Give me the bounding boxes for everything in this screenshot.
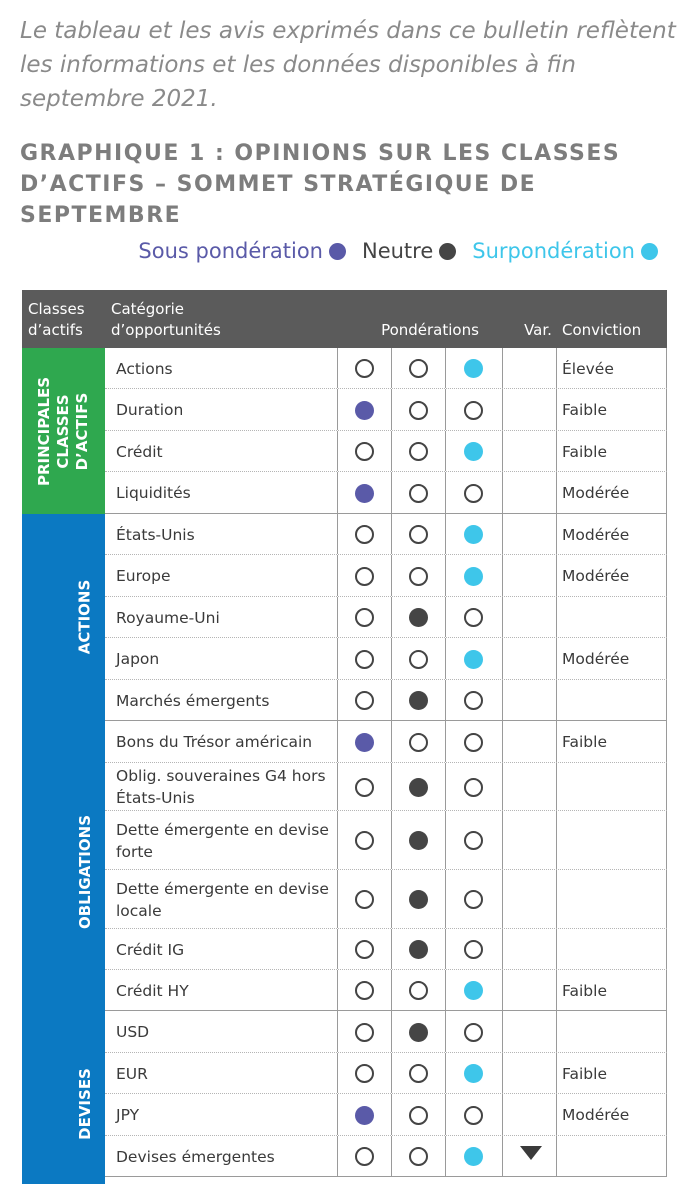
table-row — [105, 514, 667, 555]
column-divider — [556, 721, 557, 762]
empty-circle-icon — [355, 608, 374, 627]
table-row — [105, 472, 667, 514]
empty-circle-icon — [409, 525, 428, 544]
column-divider — [666, 929, 667, 969]
column-divider — [445, 680, 446, 720]
table-row — [105, 431, 667, 472]
neutral-weighting-dot-icon — [409, 608, 428, 627]
asset-class-table — [22, 290, 667, 1166]
column-divider — [556, 1053, 557, 1093]
column-divider — [445, 638, 446, 679]
empty-circle-icon — [355, 691, 374, 710]
neutral-weighting-dot-icon — [409, 778, 428, 797]
row-category: Actions — [116, 359, 173, 378]
legend-under — [138, 239, 346, 263]
column-divider — [337, 555, 338, 596]
column-divider — [666, 763, 667, 810]
table-row — [105, 970, 667, 1011]
empty-circle-icon — [355, 1064, 374, 1083]
column-divider — [556, 870, 557, 928]
column-divider — [556, 1094, 557, 1135]
group-main-label — [35, 376, 92, 485]
table-row — [105, 348, 667, 389]
legend-over-label: Surpondération — [472, 239, 635, 263]
column-divider — [502, 1136, 503, 1176]
header-category-line2: d’opportunités — [111, 321, 221, 339]
column-divider — [337, 472, 338, 513]
table-row — [105, 638, 667, 680]
row-category: Crédit IG — [116, 940, 185, 959]
column-divider — [556, 970, 557, 1010]
neutral-weighting-dot-icon — [409, 1023, 428, 1042]
empty-circle-icon — [464, 401, 483, 420]
empty-circle-icon — [464, 733, 483, 752]
row-category: Crédit HY — [116, 981, 189, 1000]
column-divider — [391, 763, 392, 810]
column-divider — [445, 514, 446, 554]
row-conviction: Modérée — [562, 1106, 630, 1124]
group-main-line2: CLASSES — [54, 393, 73, 469]
column-divider — [556, 514, 557, 554]
legend-under-label: Sous pondération — [138, 239, 323, 263]
subgroup-obligations-label: OBLIGATIONS — [75, 814, 94, 929]
header-classes — [28, 299, 85, 341]
row-category: Crédit — [116, 442, 163, 461]
empty-circle-icon — [464, 608, 483, 627]
column-divider — [502, 929, 503, 969]
row-category: Marchés émergents — [116, 691, 270, 710]
column-divider — [445, 431, 446, 471]
empty-circle-icon — [464, 831, 483, 850]
column-divider — [556, 431, 557, 471]
column-divider — [445, 721, 446, 762]
column-divider — [391, 638, 392, 679]
column-divider — [556, 929, 557, 969]
column-divider — [445, 472, 446, 513]
group-main-line3: D’ACTIFS — [73, 392, 92, 470]
column-divider — [337, 1011, 338, 1052]
column-divider — [666, 1011, 667, 1052]
over-weighting-dot-icon — [464, 1147, 483, 1166]
empty-circle-icon — [409, 1064, 428, 1083]
empty-circle-icon — [464, 940, 483, 959]
header-classes-line1: Classes — [28, 300, 85, 318]
column-divider — [337, 1053, 338, 1093]
empty-circle-icon — [355, 890, 374, 909]
column-divider — [337, 597, 338, 637]
empty-circle-icon — [355, 567, 374, 586]
column-divider — [502, 389, 503, 430]
empty-circle-icon — [355, 940, 374, 959]
header-classes-line2: d’actifs — [28, 321, 83, 339]
over-weighting-dot-icon — [464, 567, 483, 586]
column-divider — [391, 811, 392, 869]
row-conviction: Modérée — [562, 567, 630, 585]
column-divider — [502, 1053, 503, 1093]
column-divider — [445, 763, 446, 810]
empty-circle-icon — [464, 890, 483, 909]
column-divider — [502, 514, 503, 554]
column-divider — [337, 870, 338, 928]
column-divider — [337, 763, 338, 810]
column-divider — [502, 1094, 503, 1135]
subgroup-devises — [64, 1023, 105, 1184]
column-divider — [556, 348, 557, 388]
subgroup-devises-label: DEVISES — [75, 1067, 94, 1140]
column-divider — [502, 870, 503, 928]
row-category: Duration — [116, 401, 184, 419]
empty-circle-icon — [355, 650, 374, 669]
column-divider — [337, 1094, 338, 1135]
table-row — [105, 1053, 667, 1094]
column-divider — [391, 389, 392, 430]
column-divider — [445, 1094, 446, 1135]
column-divider — [556, 1136, 557, 1176]
legend — [122, 239, 658, 263]
row-category: EUR — [116, 1064, 148, 1083]
column-divider — [502, 348, 503, 388]
column-divider — [391, 1094, 392, 1135]
column-divider — [666, 721, 667, 762]
table-header — [22, 290, 667, 348]
empty-circle-icon — [409, 733, 428, 752]
column-divider — [666, 1094, 667, 1135]
table-row — [105, 763, 667, 811]
empty-circle-icon — [409, 442, 428, 461]
empty-circle-icon — [464, 1023, 483, 1042]
legend-neutral-label: Neutre — [361, 239, 434, 263]
neutral-dot-icon — [439, 243, 456, 260]
column-divider — [337, 389, 338, 430]
column-divider — [445, 1011, 446, 1052]
column-divider — [391, 1136, 392, 1176]
column-divider — [391, 514, 392, 554]
table-row — [105, 680, 667, 721]
over-weighting-dot-icon — [464, 1064, 483, 1083]
empty-circle-icon — [409, 650, 428, 669]
column-divider — [556, 597, 557, 637]
over-dot-icon — [641, 243, 658, 260]
header-category — [111, 299, 221, 341]
under-weighting-dot-icon — [355, 484, 374, 503]
row-category: Liquidités — [116, 484, 191, 502]
column-divider — [337, 348, 338, 388]
down-triangle-icon — [520, 1146, 542, 1160]
subgroup-actions-label: ACTIONS — [75, 579, 94, 655]
empty-circle-icon — [409, 484, 428, 503]
table-row — [105, 721, 667, 763]
column-divider — [391, 597, 392, 637]
column-divider — [445, 811, 446, 869]
empty-circle-icon — [355, 831, 374, 850]
column-divider — [391, 472, 392, 513]
row-category: États-Unis — [116, 525, 195, 544]
column-divider — [666, 514, 667, 554]
table-row — [105, 555, 667, 597]
column-divider — [502, 597, 503, 637]
column-divider — [337, 970, 338, 1010]
empty-circle-icon — [409, 401, 428, 420]
column-divider — [445, 1136, 446, 1176]
row-category: Devises émergentes — [116, 1147, 275, 1166]
row-category: Japon — [116, 650, 160, 668]
empty-circle-icon — [464, 778, 483, 797]
over-weighting-dot-icon — [464, 359, 483, 378]
empty-circle-icon — [464, 484, 483, 503]
column-divider — [445, 348, 446, 388]
column-divider — [391, 680, 392, 720]
column-divider — [556, 389, 557, 430]
intro-text: Le tableau et les avis exprimés dans ce bulletin reflètent les informations et les données disponibles à fin septembre 2021. — [20, 18, 676, 112]
column-divider — [502, 970, 503, 1010]
column-divider — [666, 348, 667, 388]
subgroup-obligations — [64, 722, 105, 1021]
column-divider — [337, 638, 338, 679]
over-weighting-dot-icon — [464, 981, 483, 1000]
row-category: Dette émergente en devise forte — [116, 820, 329, 861]
legend-neutral — [362, 239, 456, 263]
empty-circle-icon — [355, 778, 374, 797]
header-weightings: Pondérations — [381, 321, 479, 339]
row-category: Europe — [116, 567, 171, 585]
column-divider — [556, 472, 557, 513]
row-category: Oblig. souveraines G4 hors États-Unis — [116, 767, 326, 807]
column-divider — [502, 555, 503, 596]
column-divider — [502, 1011, 503, 1052]
header-var: Var. — [524, 321, 552, 339]
column-divider — [445, 389, 446, 430]
column-divider — [556, 1011, 557, 1052]
column-divider — [556, 763, 557, 810]
table-row — [105, 597, 667, 638]
neutral-weighting-dot-icon — [409, 940, 428, 959]
column-divider — [337, 514, 338, 554]
chart-title — [20, 138, 685, 231]
group-main-asset-classes — [22, 348, 105, 514]
column-divider — [502, 638, 503, 679]
empty-circle-icon — [409, 359, 428, 378]
column-divider — [391, 970, 392, 1010]
column-divider — [666, 811, 667, 869]
empty-circle-icon — [355, 981, 374, 1000]
row-conviction: Faible — [562, 1064, 607, 1083]
column-divider — [445, 870, 446, 928]
empty-circle-icon — [409, 981, 428, 1000]
column-divider — [666, 1136, 667, 1176]
row-category: JPY — [116, 1106, 140, 1124]
legend-over — [472, 239, 658, 263]
column-divider — [502, 431, 503, 471]
neutral-weighting-dot-icon — [409, 890, 428, 909]
header-conviction: Conviction — [562, 321, 642, 339]
row-category: USD — [116, 1023, 150, 1041]
empty-circle-icon — [355, 442, 374, 461]
row-conviction: Faible — [562, 401, 607, 419]
column-divider — [445, 1053, 446, 1093]
neutral-weighting-dot-icon — [409, 831, 428, 850]
under-weighting-dot-icon — [355, 401, 374, 420]
table-row — [105, 1011, 667, 1053]
under-weighting-dot-icon — [355, 733, 374, 752]
column-divider — [666, 870, 667, 928]
column-divider — [666, 597, 667, 637]
row-category: Dette émergente en devise locale — [116, 879, 329, 920]
column-divider — [391, 555, 392, 596]
column-divider — [666, 472, 667, 513]
column-divider — [445, 597, 446, 637]
empty-circle-icon — [409, 567, 428, 586]
column-divider — [391, 431, 392, 471]
subgroup-actions — [64, 514, 105, 720]
empty-circle-icon — [409, 1106, 428, 1125]
group-main-line1: PRINCIPALES — [35, 376, 54, 486]
row-conviction: Modérée — [562, 525, 630, 544]
table-row — [105, 1136, 667, 1177]
column-divider — [502, 680, 503, 720]
column-divider — [445, 555, 446, 596]
table-row — [105, 811, 667, 870]
column-divider — [502, 763, 503, 810]
row-conviction: Faible — [562, 442, 607, 461]
column-divider — [666, 389, 667, 430]
chart-title-line2: D’ACTIFS – SOMMET STRATÉGIQUE DE SEPTEMBRE — [20, 172, 537, 228]
empty-circle-icon — [355, 525, 374, 544]
column-divider — [391, 929, 392, 969]
row-conviction: Modérée — [562, 650, 630, 668]
empty-circle-icon — [409, 1147, 428, 1166]
column-divider — [337, 680, 338, 720]
column-divider — [445, 970, 446, 1010]
column-divider — [445, 929, 446, 969]
column-divider — [502, 811, 503, 869]
header-category-line1: Catégorie — [111, 300, 185, 318]
over-weighting-dot-icon — [464, 525, 483, 544]
column-divider — [666, 431, 667, 471]
table-row — [105, 870, 667, 929]
column-divider — [556, 680, 557, 720]
column-divider — [337, 929, 338, 969]
neutral-weighting-dot-icon — [409, 691, 428, 710]
column-divider — [337, 431, 338, 471]
over-weighting-dot-icon — [464, 442, 483, 461]
empty-circle-icon — [464, 691, 483, 710]
table-row — [105, 929, 667, 970]
empty-circle-icon — [355, 359, 374, 378]
row-conviction: Faible — [562, 733, 607, 751]
row-conviction: Faible — [562, 981, 607, 1000]
column-divider — [666, 970, 667, 1010]
empty-circle-icon — [355, 1147, 374, 1166]
column-divider — [337, 811, 338, 869]
column-divider — [391, 870, 392, 928]
column-divider — [666, 555, 667, 596]
row-conviction: Modérée — [562, 484, 630, 502]
column-divider — [337, 721, 338, 762]
under-weighting-dot-icon — [355, 1106, 374, 1125]
column-divider — [666, 1053, 667, 1093]
column-divider — [556, 811, 557, 869]
column-divider — [666, 680, 667, 720]
row-category: Royaume-Uni — [116, 608, 220, 627]
column-divider — [666, 638, 667, 679]
row-category: Bons du Trésor américain — [116, 733, 313, 751]
under-dot-icon — [329, 243, 346, 260]
group-preferences-label: PRÉFÉRENCES PAR CLASSE D’ACTIFS — [175, 694, 194, 1004]
column-divider — [502, 472, 503, 513]
column-divider — [556, 555, 557, 596]
table-row — [105, 1094, 667, 1136]
empty-circle-icon — [464, 1106, 483, 1125]
column-divider — [391, 1011, 392, 1052]
over-weighting-dot-icon — [464, 650, 483, 669]
column-divider — [502, 721, 503, 762]
column-divider — [391, 1053, 392, 1093]
column-divider — [556, 638, 557, 679]
column-divider — [337, 1136, 338, 1176]
column-divider — [391, 721, 392, 762]
column-divider — [391, 348, 392, 388]
row-conviction: Élevée — [562, 359, 614, 378]
table-row — [105, 389, 667, 431]
chart-title-line1: GRAPHIQUE 1 : OPINIONS SUR LES CLASSES — [20, 141, 621, 166]
empty-circle-icon — [355, 1023, 374, 1042]
